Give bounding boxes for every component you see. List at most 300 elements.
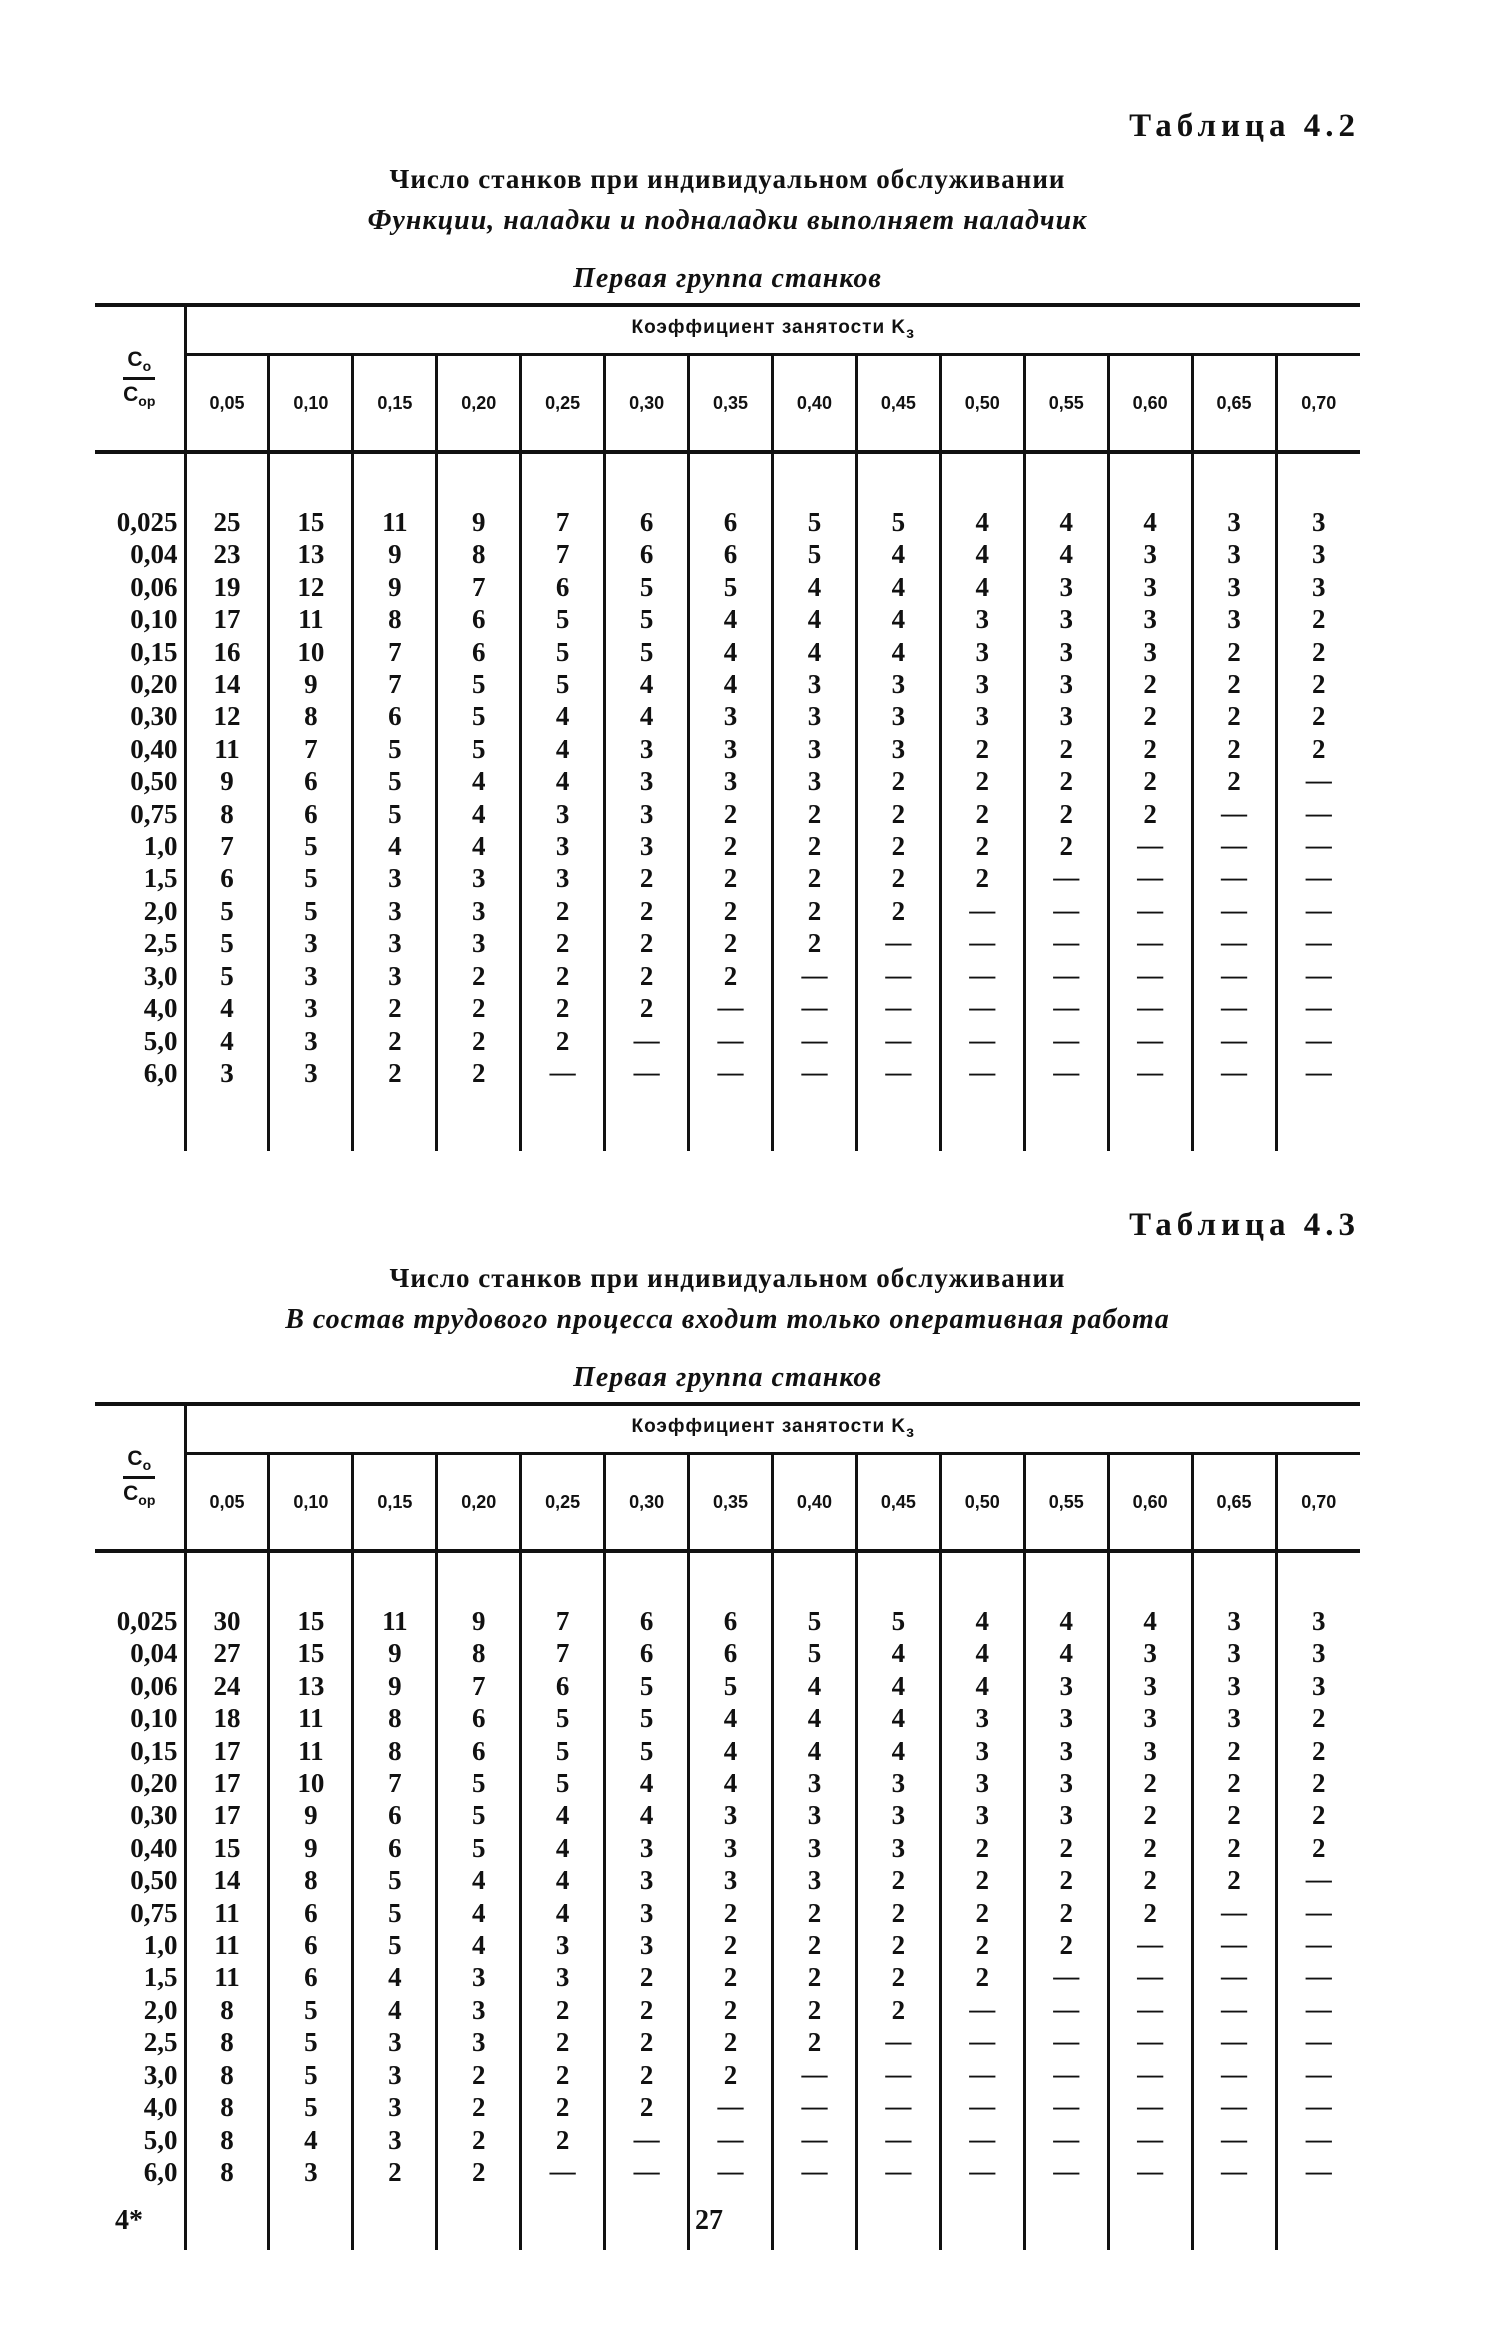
machine-count-cell: 2	[605, 960, 689, 992]
machine-count-cell: 3	[521, 1961, 605, 1993]
machine-count-cell: 3	[437, 927, 521, 959]
machine-count-cell: 2	[1276, 700, 1360, 732]
ratio-denominator	[123, 380, 155, 408]
machine-count-cell: 2	[940, 830, 1024, 862]
machine-count-cell: 4	[1024, 506, 1108, 538]
machine-count-cell: 5	[353, 1897, 437, 1929]
machine-count-cell: —	[1108, 960, 1192, 992]
machine-count-cell: 24	[185, 1670, 269, 1702]
machine-count-cell: —	[1024, 2059, 1108, 2091]
coefficient-column-header: 0,15	[353, 355, 437, 453]
machine-count-cell: 17	[185, 1767, 269, 1799]
machine-count-cell: 11	[269, 1735, 353, 1767]
occupancy-coefficient-header	[185, 305, 1360, 355]
machine-count-cell: 5	[689, 571, 773, 603]
machine-count-cell: 6	[269, 1897, 353, 1929]
machine-count-cell: 2	[772, 1929, 856, 1961]
machine-count-cell: —	[1108, 927, 1192, 959]
machine-count-cell: 3	[772, 733, 856, 765]
machine-count-cell: —	[940, 1057, 1024, 1089]
coefficient-column-header: 0,70	[1276, 355, 1360, 453]
machine-count-cell: 2	[1024, 1929, 1108, 1961]
coefficient-column-header: 0,30	[605, 355, 689, 453]
ratio-row-label: 2,5	[143, 928, 178, 959]
machine-count-cell: 3	[605, 1864, 689, 1896]
machine-count-cell: —	[1276, 1025, 1360, 1057]
machine-count-cell: —	[772, 2156, 856, 2188]
machine-count-cell: 3	[1108, 571, 1192, 603]
machine-count-cell: 2	[940, 765, 1024, 797]
machine-count-cell: 3	[353, 927, 437, 959]
machine-count-cell: 2	[521, 895, 605, 927]
machine-count-cell: 2	[605, 2091, 689, 2123]
machine-count-cell: 4	[1024, 1637, 1108, 1669]
machine-count-cell: 2	[437, 992, 521, 1024]
machine-count-cell: 6	[269, 1929, 353, 1961]
machine-count-cell: —	[856, 992, 940, 1024]
machine-count-cell: 8	[185, 798, 269, 830]
machine-count-cell: 4	[689, 603, 773, 635]
machine-count-cell: —	[1024, 927, 1108, 959]
coefficient-column-header: 0,65	[1192, 355, 1276, 453]
machine-count-cell: —	[521, 1057, 605, 1089]
machine-count-cell: 3	[1108, 636, 1192, 668]
machine-count-cell: 4	[856, 1702, 940, 1734]
machine-count-cell: 3	[940, 603, 1024, 635]
machine-count-cell: —	[1108, 1929, 1192, 1961]
machine-count-cell: —	[1276, 960, 1360, 992]
coefficient-column-header: 0,20	[437, 1454, 521, 1552]
machine-count-cell: 5	[269, 895, 353, 927]
ratio-numerator-symbol: C	[127, 1446, 143, 1470]
coefficient-column-header: 0,25	[521, 355, 605, 453]
coefficient-column-header: 0,35	[689, 1454, 773, 1552]
machine-count-cell: 4	[521, 1832, 605, 1864]
machine-count-cell: 3	[1192, 538, 1276, 570]
machine-count-cell: 2	[1192, 1832, 1276, 1864]
machine-count-cell: —	[856, 2026, 940, 2058]
machine-count-cell: —	[1024, 960, 1108, 992]
table-row	[95, 798, 1360, 830]
machine-count-cell: —	[1024, 1961, 1108, 1993]
ratio-fraction	[123, 1448, 155, 1507]
machine-count-cell: 9	[269, 1832, 353, 1864]
machine-count-cell: 2	[940, 1832, 1024, 1864]
machine-count-cell: 4	[437, 765, 521, 797]
machine-count-cell: 4	[353, 1994, 437, 2026]
machine-count-cell: 3	[605, 733, 689, 765]
ratio-row-label: 4,0	[143, 2092, 178, 2123]
occupancy-coefficient-subscript: з	[906, 324, 916, 342]
machine-count-cell: 3	[689, 700, 773, 732]
machine-count-cell: 3	[269, 1025, 353, 1057]
machine-count-cell: 8	[353, 1702, 437, 1734]
machine-count-cell: 2	[1108, 798, 1192, 830]
machine-count-cell: 3	[772, 1767, 856, 1799]
machine-count-cell: 2	[1024, 765, 1108, 797]
machine-count-cell: 6	[269, 765, 353, 797]
machine-count-cell: —	[940, 960, 1024, 992]
machine-count-cell: —	[940, 992, 1024, 1024]
machine-count-cell: —	[521, 2156, 605, 2188]
ratio-row-label: 2,0	[143, 1994, 178, 2025]
machine-count-cell: —	[940, 1025, 1024, 1057]
machine-count-cell: 9	[269, 1799, 353, 1831]
machine-count-cell: 3	[1192, 1637, 1276, 1669]
machine-count-cell: 3	[521, 1929, 605, 1961]
machine-count-cell: 4	[689, 1702, 773, 1734]
machine-count-cell: 2	[772, 798, 856, 830]
machine-count-cell: —	[772, 2124, 856, 2156]
machine-count-cell: 5	[353, 1929, 437, 1961]
table-number: Таблица 4.2	[1129, 108, 1360, 144]
table-title: Число станков при индивидуальном обслуживании	[389, 1263, 1066, 1293]
machine-count-cell: 2	[437, 2059, 521, 2091]
machine-count-cell: 3	[1024, 1702, 1108, 1734]
machine-count-cell: —	[1276, 927, 1360, 959]
machine-count-cell: 6	[269, 1961, 353, 1993]
table-row	[95, 733, 1360, 765]
table-subtitle: В состав трудового процесса входит только оперативная работа	[285, 1304, 1170, 1335]
machine-count-cell: 3	[353, 960, 437, 992]
table-row	[95, 1735, 1360, 1767]
machine-count-cell: 2	[1108, 700, 1192, 732]
machine-count-cell: 2	[605, 1961, 689, 1993]
page-number: 27	[695, 2205, 723, 2236]
machine-count-cell: 2	[437, 2091, 521, 2123]
machine-count-cell: 3	[1108, 603, 1192, 635]
coefficient-column-header: 0,10	[269, 1454, 353, 1552]
machine-count-cell: 2	[689, 1994, 773, 2026]
machine-count-cell: 3	[1276, 1637, 1360, 1669]
machine-count-cell: 4	[353, 1961, 437, 1993]
machine-count-cell: 4	[521, 733, 605, 765]
machine-count-cell: 2	[856, 1897, 940, 1929]
ratio-row-label: 1,0	[143, 831, 178, 862]
machine-count-cell: 3	[185, 1057, 269, 1089]
coefficient-column-header: 0,60	[1108, 355, 1192, 453]
machine-count-cell: 2	[605, 992, 689, 1024]
ratio-row-label: 0,025	[116, 1606, 178, 1636]
ratio-row-label: 0,04	[130, 539, 178, 570]
machine-count-cell: —	[1192, 1994, 1276, 2026]
machine-count-cell: 6	[605, 1637, 689, 1669]
machine-count-cell: 4	[772, 1735, 856, 1767]
machines-table	[95, 1402, 1360, 2250]
machine-count-cell: 2	[940, 733, 1024, 765]
machine-count-cell: 2	[1276, 1702, 1360, 1734]
machine-count-cell: 2	[856, 1994, 940, 2026]
machine-count-cell: —	[1024, 895, 1108, 927]
machine-count-cell: 2	[521, 1994, 605, 2026]
machine-count-cell: 2	[772, 1961, 856, 1993]
coefficient-column-header: 0,70	[1276, 1454, 1360, 1552]
machine-count-cell: 2	[1108, 1897, 1192, 1929]
machine-count-cell: 5	[269, 1994, 353, 2026]
machine-count-cell: 4	[689, 636, 773, 668]
ratio-row-label: 0,15	[130, 1735, 178, 1766]
machine-count-cell: 4	[940, 506, 1024, 538]
machine-count-cell: 4	[940, 1605, 1024, 1637]
machine-count-cell: 2	[437, 2124, 521, 2156]
table-row	[95, 1897, 1360, 1929]
table-row	[95, 1057, 1360, 1089]
machine-count-cell: 3	[1192, 1605, 1276, 1637]
machine-count-cell: 6	[689, 1605, 773, 1637]
machine-count-cell: 6	[353, 1799, 437, 1831]
machine-count-cell: 2	[1276, 1799, 1360, 1831]
coefficient-column-header: 0,65	[1192, 1454, 1276, 1552]
machine-count-cell: —	[1108, 830, 1192, 862]
ratio-header	[95, 1404, 185, 1551]
machine-count-cell: 17	[185, 1735, 269, 1767]
machine-count-cell: 2	[1192, 1799, 1276, 1831]
machine-count-cell: 15	[269, 1637, 353, 1669]
machine-count-cell: 2	[1192, 733, 1276, 765]
machine-count-cell: 4	[605, 1767, 689, 1799]
machine-count-cell: —	[1192, 1057, 1276, 1089]
machine-count-cell: 5	[269, 2026, 353, 2058]
table-row	[95, 960, 1360, 992]
machine-count-cell: 4	[856, 1670, 940, 1702]
machine-count-cell: 7	[521, 1605, 605, 1637]
machine-count-cell: 3	[437, 1994, 521, 2026]
machine-count-cell: 3	[353, 862, 437, 894]
machine-count-cell: —	[1276, 2124, 1360, 2156]
machine-count-cell: 3	[1108, 1702, 1192, 1734]
machine-count-cell: 2	[353, 992, 437, 1024]
machine-count-cell: —	[856, 927, 940, 959]
machine-count-cell: —	[689, 2124, 773, 2156]
coefficient-column-header: 0,50	[940, 355, 1024, 453]
machine-count-cell: 8	[353, 1735, 437, 1767]
machine-count-cell: 2	[1192, 668, 1276, 700]
machine-count-cell: 5	[605, 603, 689, 635]
machine-count-cell: 4	[269, 2124, 353, 2156]
ratio-denominator-subscript: ор	[138, 1492, 156, 1509]
machine-count-cell: 2	[605, 927, 689, 959]
machine-count-cell: 9	[353, 571, 437, 603]
table-row	[95, 927, 1360, 959]
machine-count-cell: —	[1108, 2091, 1192, 2123]
machine-count-cell: 2	[689, 1929, 773, 1961]
table-row	[95, 1994, 1360, 2026]
machine-count-cell: 3	[940, 1767, 1024, 1799]
ratio-row-label: 0,30	[130, 1800, 178, 1831]
machine-count-cell: —	[689, 2156, 773, 2188]
machine-count-cell: 4	[437, 830, 521, 862]
machine-count-cell: —	[1276, 1994, 1360, 2026]
machine-count-cell: 3	[605, 1897, 689, 1929]
machine-count-cell: 3	[1192, 603, 1276, 635]
coefficient-column-header: 0,45	[856, 1454, 940, 1552]
machine-count-cell: 3	[269, 992, 353, 1024]
machine-count-cell: 2	[521, 2059, 605, 2091]
machine-count-cell: —	[1192, 1897, 1276, 1929]
table-row	[95, 992, 1360, 1024]
machine-count-cell: 3	[605, 1832, 689, 1864]
ratio-denominator-symbol: C	[123, 1482, 139, 1505]
machine-count-cell: 2	[1108, 1864, 1192, 1896]
machine-count-cell: 11	[353, 1605, 437, 1637]
table-row	[95, 2124, 1360, 2156]
machine-count-cell: 3	[269, 2156, 353, 2188]
machine-count-cell: 3	[269, 960, 353, 992]
machine-count-cell: 11	[353, 506, 437, 538]
machine-count-cell: 5	[185, 895, 269, 927]
machine-count-cell: 3	[1024, 1799, 1108, 1831]
machine-count-cell: 3	[856, 1832, 940, 1864]
table-row	[95, 895, 1360, 927]
machine-count-cell: 7	[521, 538, 605, 570]
machine-count-cell: 2	[772, 862, 856, 894]
machine-group-caption: Первая группа станков	[573, 1362, 882, 1393]
machine-count-cell: 3	[689, 1864, 773, 1896]
machine-count-cell: 3	[1192, 1670, 1276, 1702]
machine-count-cell: 14	[185, 1864, 269, 1896]
machine-count-cell: 2	[605, 862, 689, 894]
coefficient-column-header: 0,05	[185, 1454, 269, 1552]
machine-count-cell: 4	[521, 765, 605, 797]
machine-count-cell: 5	[269, 862, 353, 894]
machine-count-cell: 15	[269, 506, 353, 538]
machine-count-cell: —	[856, 960, 940, 992]
ratio-header	[95, 305, 185, 452]
machine-count-cell: 3	[940, 1735, 1024, 1767]
machine-count-cell: 2	[1024, 733, 1108, 765]
machine-count-cell: 9	[185, 765, 269, 797]
machine-count-cell: 5	[437, 733, 521, 765]
machine-count-cell: 2	[605, 2059, 689, 2091]
machine-count-cell: —	[772, 960, 856, 992]
machine-count-cell: 5	[772, 506, 856, 538]
coefficient-column-header: 0,40	[772, 355, 856, 453]
machine-count-cell: —	[1024, 862, 1108, 894]
machine-count-cell: 2	[689, 2059, 773, 2091]
machine-count-cell: 5	[353, 798, 437, 830]
ratio-row-label: 3,0	[143, 2059, 178, 2090]
machine-count-cell: 5	[772, 1605, 856, 1637]
machine-count-cell: 5	[689, 1670, 773, 1702]
machine-count-cell: 4	[856, 1735, 940, 1767]
ratio-row-label: 5,0	[143, 1025, 178, 1056]
machine-count-cell: 4	[772, 1670, 856, 1702]
ratio-row-label: 5,0	[143, 2124, 178, 2155]
ratio-row-label: 0,10	[130, 604, 178, 635]
machine-count-cell: —	[1276, 765, 1360, 797]
ratio-row-label: 2,5	[143, 2027, 178, 2058]
table-row	[95, 668, 1360, 700]
machine-count-cell: 2	[1192, 1864, 1276, 1896]
ratio-numerator	[123, 1448, 155, 1479]
machine-count-cell: 5	[437, 700, 521, 732]
machine-count-cell: 2	[856, 862, 940, 894]
machine-count-cell: 7	[269, 733, 353, 765]
machine-count-cell: 3	[605, 830, 689, 862]
ratio-row-label: 1,5	[143, 863, 178, 894]
machine-count-cell: 4	[856, 603, 940, 635]
ratio-row-label: 0,40	[130, 1832, 178, 1863]
machine-count-cell: —	[1024, 992, 1108, 1024]
machine-count-cell: 10	[269, 1767, 353, 1799]
machine-count-cell: 2	[1192, 765, 1276, 797]
coefficient-column-header: 0,40	[772, 1454, 856, 1552]
machine-count-cell: —	[856, 2124, 940, 2156]
machine-count-cell: 4	[437, 1897, 521, 1929]
table-row	[95, 1670, 1360, 1702]
machine-count-cell: 8	[437, 538, 521, 570]
machine-count-cell: 2	[1276, 636, 1360, 668]
machine-count-cell: 4	[940, 1637, 1024, 1669]
machine-count-cell: 3	[1024, 1735, 1108, 1767]
occupancy-coefficient-header	[185, 1404, 1360, 1454]
ratio-row-label: 0,75	[130, 1897, 178, 1928]
machine-count-cell: 2	[1276, 603, 1360, 635]
machine-count-cell: 5	[185, 927, 269, 959]
machine-count-cell: 3	[1192, 506, 1276, 538]
machine-count-cell: 6	[605, 1605, 689, 1637]
ratio-numerator-subscript: о	[142, 358, 152, 374]
machine-count-cell: —	[856, 2156, 940, 2188]
machine-count-cell: 3	[521, 830, 605, 862]
machine-count-cell: 7	[437, 1670, 521, 1702]
machine-count-cell: —	[1192, 1961, 1276, 1993]
machine-count-cell: —	[1192, 2026, 1276, 2058]
machine-count-cell: —	[1024, 1025, 1108, 1057]
machine-count-cell: —	[772, 992, 856, 1024]
machine-count-cell: 4	[521, 1897, 605, 1929]
machine-count-cell: 6	[437, 636, 521, 668]
machine-count-cell: 3	[1024, 571, 1108, 603]
machine-count-cell: 2	[772, 1897, 856, 1929]
machine-count-cell: 2	[605, 895, 689, 927]
machine-count-cell: 2	[1024, 1864, 1108, 1896]
signature-mark: 4*	[115, 2205, 143, 2236]
machine-count-cell: 3	[1024, 668, 1108, 700]
machine-count-cell: —	[1276, 1864, 1360, 1896]
ratio-numerator-subscript: о	[142, 1457, 152, 1473]
machine-count-cell: 4	[437, 798, 521, 830]
machine-count-cell: 2	[940, 1961, 1024, 1993]
machine-count-cell: 8	[269, 700, 353, 732]
machine-count-cell: 3	[772, 1799, 856, 1831]
machine-count-cell: 4	[940, 1670, 1024, 1702]
machine-count-cell: 8	[185, 2156, 269, 2188]
table-row	[95, 2156, 1360, 2188]
machine-count-cell: 4	[1024, 1605, 1108, 1637]
machine-count-cell: 8	[185, 2124, 269, 2156]
coefficient-column-header: 0,60	[1108, 1454, 1192, 1552]
machine-count-cell: 5	[437, 1767, 521, 1799]
machine-count-cell: 2	[521, 2124, 605, 2156]
machine-count-cell: —	[772, 2091, 856, 2123]
ratio-denominator-symbol: C	[123, 383, 139, 406]
machine-count-cell: 5	[521, 603, 605, 635]
machine-count-cell: 2	[1276, 1767, 1360, 1799]
machine-count-cell: —	[1192, 927, 1276, 959]
machine-count-cell: 2	[1192, 700, 1276, 732]
machine-count-cell: 2	[772, 2026, 856, 2058]
machine-count-cell: 3	[437, 895, 521, 927]
machine-count-cell: 8	[269, 1864, 353, 1896]
machine-count-cell: —	[1108, 992, 1192, 1024]
machine-count-cell: 2	[856, 895, 940, 927]
ratio-row-label: 0,30	[130, 701, 178, 732]
machine-count-cell: 3	[353, 2026, 437, 2058]
table-row	[95, 2026, 1360, 2058]
machine-count-cell: 8	[437, 1637, 521, 1669]
machine-group-caption: Первая группа станков	[573, 263, 882, 294]
